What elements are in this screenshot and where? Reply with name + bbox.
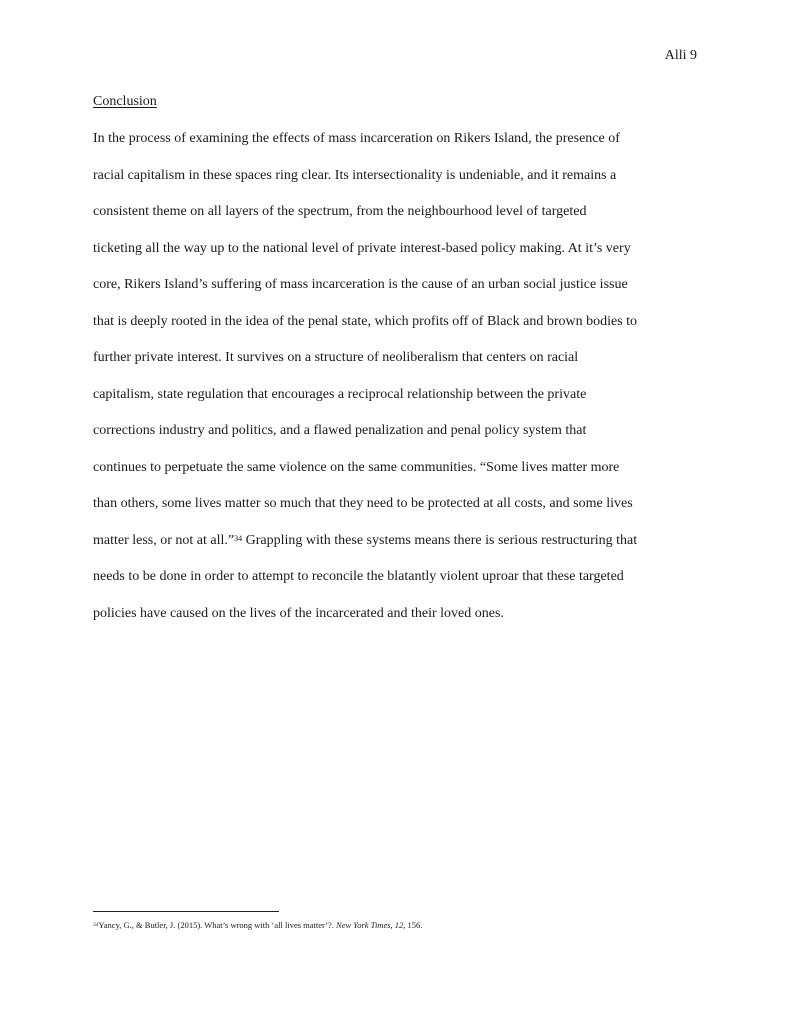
footnote bbox=[93, 920, 422, 930]
body-line: further private interest. It survives on a structure of neoliberalism that centers on racial bbox=[93, 350, 579, 365]
body-line: than others, some lives matter so much that they need to be protected at all costs, and some lives bbox=[93, 496, 633, 511]
page-header: Alli 9 bbox=[664, 48, 697, 63]
footnote-reference[interactable]: 34 bbox=[234, 533, 243, 543]
footnote-separator bbox=[93, 911, 279, 912]
body-line: core, Rikers Island’s suffering of mass incarceration is the cause of an urban social justice issue bbox=[93, 277, 628, 292]
body-line: capitalism, state regulation that encourages a reciprocal relationship between the private bbox=[93, 386, 587, 402]
body-line: needs to be done in order to attempt to reconcile the blatantly violent uproar that these targeted bbox=[93, 569, 624, 584]
body-text: Grappling with these systems means there is serious restructuring that bbox=[242, 532, 638, 548]
body-line: continues to perpetuate the same violence on the same communities. “Some lives matter more bbox=[93, 459, 620, 475]
body-paragraph bbox=[93, 130, 713, 641]
body-line: policies have caused on the lives of the incarcerated and their loved ones. bbox=[93, 605, 504, 621]
body-line: that is deeply rooted in the idea of the penal state, which profits off of Black and brown bodies to bbox=[93, 313, 638, 329]
footnote-text: Yancy, G., & Butler, J. (2015). What’s wrong with ‘all lives matter’?. bbox=[98, 920, 337, 930]
body-line: ticketing all the way up to the national level of private interest-based policy making. At it’s very bbox=[93, 240, 631, 256]
body-text: matter less, or not at all.” bbox=[93, 532, 235, 548]
footnote-separator-text: , bbox=[390, 920, 395, 930]
body-line: racial capitalism in these spaces ring clear. Its intersectionality is undeniable, and it remains a bbox=[93, 167, 617, 183]
body-line: corrections industry and politics, and a flawed penalization and penal policy system that bbox=[93, 423, 587, 438]
footnote-journal: New York Times bbox=[336, 920, 391, 930]
body-line bbox=[93, 532, 713, 569]
body-line: In the process of examining the effects of mass incarceration on Rikers Island, the presence of bbox=[93, 131, 620, 146]
body-line: consistent theme on all layers of the spectrum, from the neighbourhood level of targeted bbox=[93, 204, 587, 219]
footnote-pages: , 156. bbox=[403, 920, 423, 930]
footnote-number: 34 bbox=[93, 922, 99, 928]
footnote-volume: 12 bbox=[394, 920, 404, 930]
section-heading: Conclusion bbox=[93, 94, 157, 109]
